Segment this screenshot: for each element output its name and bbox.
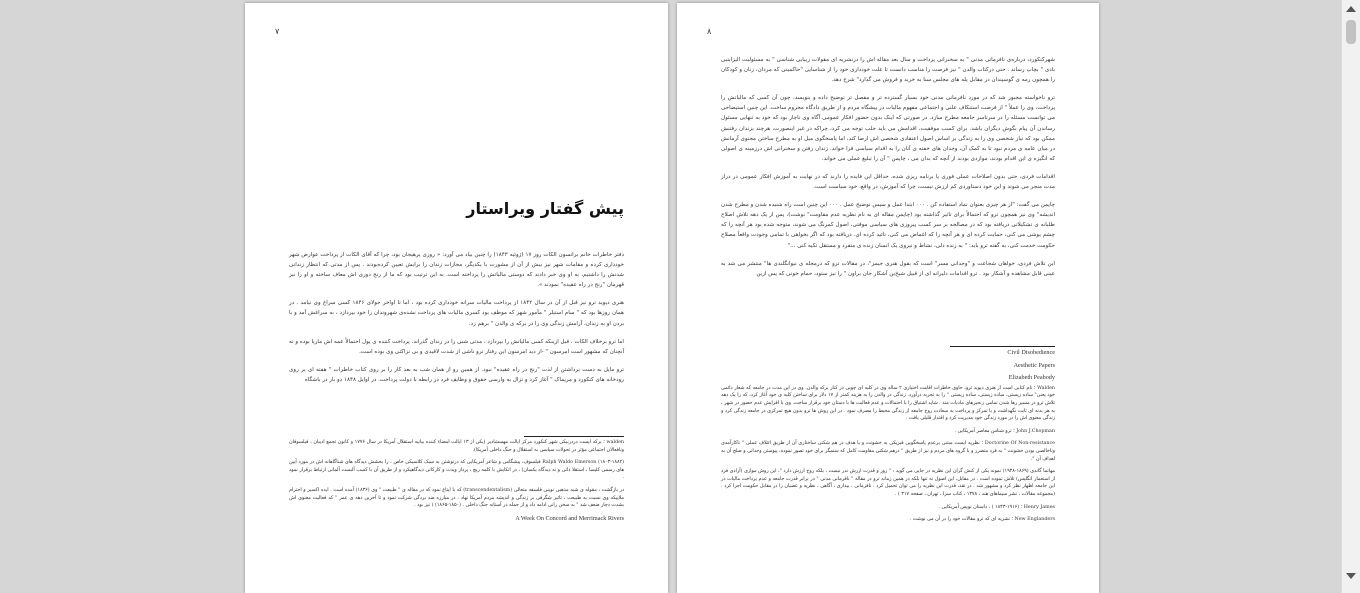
page-number: ۸ [707, 27, 712, 36]
footnote-divider [950, 346, 1055, 347]
paragraph: اما ترو برخلاف الکات ، قبل ازینکه کسی مالیاتش را بپردازد ، مدتی شبی را در زندان گذراند. پرداخت کننده ی پول احتمالاً عمه اش ماریا بوده و نه آنچنان که مشهور است امرسون " -از دید امرسون این رفتار ترو ناشی از شدت لاقیدی و بی نزاکتی وی بوده است. [289, 338, 624, 355]
paragraph: این تلاش فردی، خواهان شجاعت و "وجدانی مسر" است که بقول هنری جیمز"، در مقالات ترو که درمجله ی نیوانگلندی ها" منتشر می شد به عینی قابل مشاهده و آشکار بود . ترو اقدامات دلیرانه ای از قبیل شیخ‌ین آشکار جان براون " را نیز ستود، حمام خونی که پس ازین [721, 260, 1055, 277]
footnote: Henry James ؛ (۱۹۱۶-۱۸۴۳ ) ، داستان نویس آمریکایی . [938, 504, 1055, 510]
paragraph: ترو مایل به دست برداشتن از لذت "رنج در راه عقیده" نبود. از همین رو از همان شب به بعد کار را بر روی کتاب خاطرات " هفته ای بر روی رودخانه های کنکورد و مریماک " آغاز کرد و تزال به وارسی حقوق و وظایف فرد در رابطه با دولت پرداخت. در اوایل ۱۸۴۸ دو بار در باشگاه [289, 366, 624, 383]
scrollbar-thumb[interactable] [1346, 20, 1356, 44]
footnotes [289, 439, 624, 527]
footnotes [721, 349, 1055, 529]
footnote-title: Elizabeth Peabody [1008, 374, 1055, 382]
page-heading: پیش گفتار ویراستار [466, 199, 624, 218]
footnote: New Englanders ؛ نشریه ای که ترو مقالات خود را در آن می نوشت . [909, 517, 1055, 523]
paragraph: هنری دیوید ترو نیز قبل از آن در سال ۱۸۴۲ از پرداخت مالیات سرانه خودداری کرده بود ، اما تا اواخر جولای ۱۸۴۶ کسی سراغ وی نیامد . در همان روزها بود که " سام استیلر " مأمور شهر که موظف بود کسری مالیات های پرداخت نشده‌ی شهروندان را خود بپردازد ، به سراغش آمد و با بردن او به زندان، آرامش زندگی وی را در برکه ی والدن " برهم زد. [289, 300, 624, 327]
footnote: walden ؛ برکه ایست دردرنیکی شهر کنکورد مرکز ایالت مهسشادیر (یکی از ۱۳ ایالت امضاء کننده بیانیه استقلال آمریکا در سال ۱۷۷۶ و کانون تجمع ادیبان ، فیلسوفان ونافعالان اجتماعی مؤثر در تحولات سیاسی به استقلال و جنگ داخلی آمریکا). [289, 440, 624, 453]
vertical-scrollbar[interactable] [1341, 0, 1360, 593]
page-7 [245, 3, 668, 593]
page-8 [677, 3, 1099, 593]
triangle-up-icon[interactable] [1346, 6, 1356, 12]
paragraph: اقدامات فردی، حتی بدون اصلاحات عملی فوری یا برنامه ریزی شده، حداقل این فایده را دارند که در نهایت به آموزش افکار عمومی در دراز مدت منجر می شوند و این خود دستاوردی کم ارزش نیست، چرا که آموزش، در واقع، خود سیاست است. [721, 173, 1055, 191]
triangle-down-icon[interactable] [1346, 573, 1356, 579]
body-text [721, 55, 1055, 287]
paragraph: دفتر خاطرات خانم براتسون الکات روز ۱۷ (ژوئیه ۱۸۴۳) را چنین بیاد می آورد: « روزی پرهیجان بود، چرا که آقای الکات از پرداخت عوارض شهر خودداری کرده و مقامات شهر نیز بیش از آن از مشورت با یکدیگر، مجازات زندان را برایش تعیین کرده‌بودند . پس از مدتی که انتظار زندانی شدنش را داشتیم، به او وی خبر دادند که دوستی مالیاتش را پرداخته است. به این ترتیب بود که ما از رنج دوری اش معاف ساخته و او را نیز قهرمان "رنج در راه عقیده" نمودند ». [289, 252, 625, 289]
footnote-divider [524, 436, 624, 437]
footnote: John J.Chopman ؛ ترو شناس معاصر آمریکایی . [954, 428, 1055, 434]
page-number: ۷ [275, 27, 280, 36]
footnote: Ralph Waldo Emerson (۱۸۰۳-۱۸۸۲) فیلسوف، پیشگامی و شاعر آمریکایی که درنوشتن به سبک کلاسیکی خاص ، را بخشش دیدگاه های شناگاهانه اش در مورد آیین های رسمی کلیسا ، استقلا ذاتی و نه دیدگاه یکسان) ، در اتکایش با کلمه ریچ ، پرداز ویدت و کارکاتی دیدگاهیکرد و از طریق آن با کسب آلبست آلمانی ارتباط برقرار نمود . [289, 460, 624, 481]
footnote-title: A Week On Concord and Merrimack Rivers [515, 514, 624, 522]
footnote: Walden ؛ نام کتابی است از هنری دیوید ترو، حاوی خاطرات اقامت اختیاری ۲ ساله وی در کلبه ای چوبی در کنار برکه والدن. وی در این مدت در جامعه که شعار دائمی خود یعنی" ساده زیستی، ساده زیستی، ساده زیستی " را به تجربه درآورد. زندگی در والدن را به هزینه کمتر از ۱۷ دلار برای ساختن کلبه ی خود آغاز کرد، که را یک دهه تلاش ترو در مسیر رها شدن تمامی زنجیرهای مادیات مند . شاید اشتیاق را با احتمالات و عدم فعالیت ها با دستان خود برقرار ساخت. وی با افزایش عدم حضور در شهر ، به هر بدنه ای ثابت نگهداشت و با تمرکز و پرداخت به سعادت روح جامعه از زندگی محیط را مصرف نمود . در این روش ها ترو بدون هیچ تمرکزی در جامعه زندگی کرد و زندگی معنوی اش را در مورد زندگی خود مدیریت کرد و اقتدار قلیلی یافت . [721, 385, 1055, 422]
footnote: در بازگشت ، مقوله ی شبه مذهبی نوینی فلسفه متعالی (transcendentalism) که با ایتاع نمود که در مقاله ی " طبیعت " وی (۱۸۳۶) آمده است . ایده اکسیر و احترام ملاپیکه وی نسبت به طبیعت ، تاثیر شگرفی بر زندگی و اندیشه مردم آمریکا نهاد . در مبارزه ضد بردگی شرکت نمود و تا آخرین دهه ی عمر " که فعالیت معنوی اش بشدت دچار ضعف شد " به سخن رانی ادامه داد و از جمله در آستانه جنگ داخلی . (۱۸۵۰-۱۸۶۵) ) نیز بود . [289, 487, 625, 509]
footnote-title: Aesthetic Papers [1013, 361, 1055, 369]
body-text [289, 250, 624, 393]
paragraph: شهرکنکورد، درباره‌ی نافرمانی مدنی " به سخنرانی پرداخت و سال بعد مقاله اش را درنشریه ای مقولات زیبایی شناسی " به مسئولیت الیزابتبی بادی " بچاپ رساند . حتی درکتاب والدن " نیز فرصت را مناسب دانست تا علت خودداری خود را از شناسایی "حاکمیتی که مردان، زنان و کودکان را همچون رمه ی گوسپندان در مقابل پله های مجلس سنا به خرید و فروش می گذارد" شرح دهد. [721, 57, 1055, 84]
paragraph: ترو ناخواسته مجبور شد که در مورد نافرمانی مدنی خود بسیار گسترده تر و مفصل تر توضیح داده و بنویسد، چون آن کسی که مالیاتش را پرداخت، وی را عملاً " از فرصت استنکاف علنی و اجتماعی مفهوم مالیات در پیشگاه مردم و از طریق دادگاه محروم ساخت. این چنین استیضاحی می توانست مسئله را در سرتاسر جامعه مطرح سازد. در صورتی که اینک بدون حضور افکار عمومی آگاه وی ناچار بود که خود به تنهایی مسئول رساندن آن پیام بگوش دیگران باشد. برای کسب موفقیت، اقدامش می باید جلب توجه می کرد، چراکه در غیر اینصورت، هرچند بزندان رفتنش ممکن بود که نیاز شخصی وی را به زندگی بر اساس اصول اعتقادی شخصی اش ارضا کند، اما پاسخگوی میل او به مطرح ساختن مجنوی آرمانش در میان عامه ی مردم نبود تا به کمک آن، وجدان های خفته ی آنان را به اقدام سیاسی فرا خواند. زندان رفتن و سخنرانی اش درزمینه ی اصولی که انگیزه ی این اقدام بودند، موازدی بودند از آنچه که بدان می ، چاپمن " آن را تبلیغ عملی می خواند. [721, 95, 1055, 162]
paragraph: چاپمن می گفت: "از هر چیزی بعنوان نماد استفاده کن . ۰۰۰ ابتدا عمل و سپس توضیح عمل . ۰۰۰ این چنین است راه شنیده شدن و مطرح شدن اندیشه" وی نیز همچون ترو که احتمالاً برای تاثیر گذاشته بود (چاپمن مقاله ای به نام نظریه عدم مقاومت" نوشت)، پس از یک دهه تلاش اصلاح طلبانه ی تشکیلاتی دریافته بود که در مصالحه بر سر کسب پیروزی های سیاسی موقتی، اصول کمرنگ می شوند، متوجه شده بود هر آنچه را که چشم پوشی می کنی، حمایت کرده ای و هر آنچه را که اغماض می کنی، تائید کرده ای. دریافته بود که اگر بخواهی با تمامی وجودت واقعاً مصلاح حکومت خدمت کنی، به گفته ترو باید: " به زنده دلی، نشاط و نیروی یک انسان زنده ی متفرد و مستقل تکیه کنی ..." [721, 202, 1055, 249]
footnote: Doctorine Of Non-resistance ؛ نظریه ایست مبتنی برعدم پاسخگویی فیزیکی به خشونت و یا هدف در هم شکنی ساختاری آن از طریق ائتلاف عملی " ناکارآمدی وناخالصی بودن خشونت " به فرد متضرر و یا گروه های مردم و نیز از طریق " درهم شکنی مقاومت کامل که ستمگر برای خود تصور نموده، پیوستن وجدانی و صلح آن به اهداف آن ". [721, 441, 1055, 462]
footnote: مهاتما گاندی (۱۸۶۹-۱۹۴۸) نمونه یکی از کنش گران این نظریه در جایی می گوید : " زور و قدرت ارزش ندر نیست ، بلکه روح ارزش دارد "، این روش موازی (آزادی فرد از استعمار انگلیس) تلاش نموده است . در مقابل، این اصول نه تنها بلکه در همین زمانه ترو در مقاله " نافرمانی مدنی " در برابر قدرت جامعه و عدم پرداخت مالیات در این جامعه اظهار نظر کرد و مشهور شد . در نقد، قدرت این نظریه را می توان تحمیل کرد . نافرمانی ، بیداری ، آگاهی ، نظریه و عصیان را در مقابل حکومت اجرا کرد . (مجموعه مقالات ، نشر سیماهای هند ، ۱۳۷۸ ، کتاب سرا ، تهران ، صفحه ۳۱۷ ) . [721, 469, 1055, 497]
footnote-title: Civil Disobedience [1007, 349, 1055, 356]
